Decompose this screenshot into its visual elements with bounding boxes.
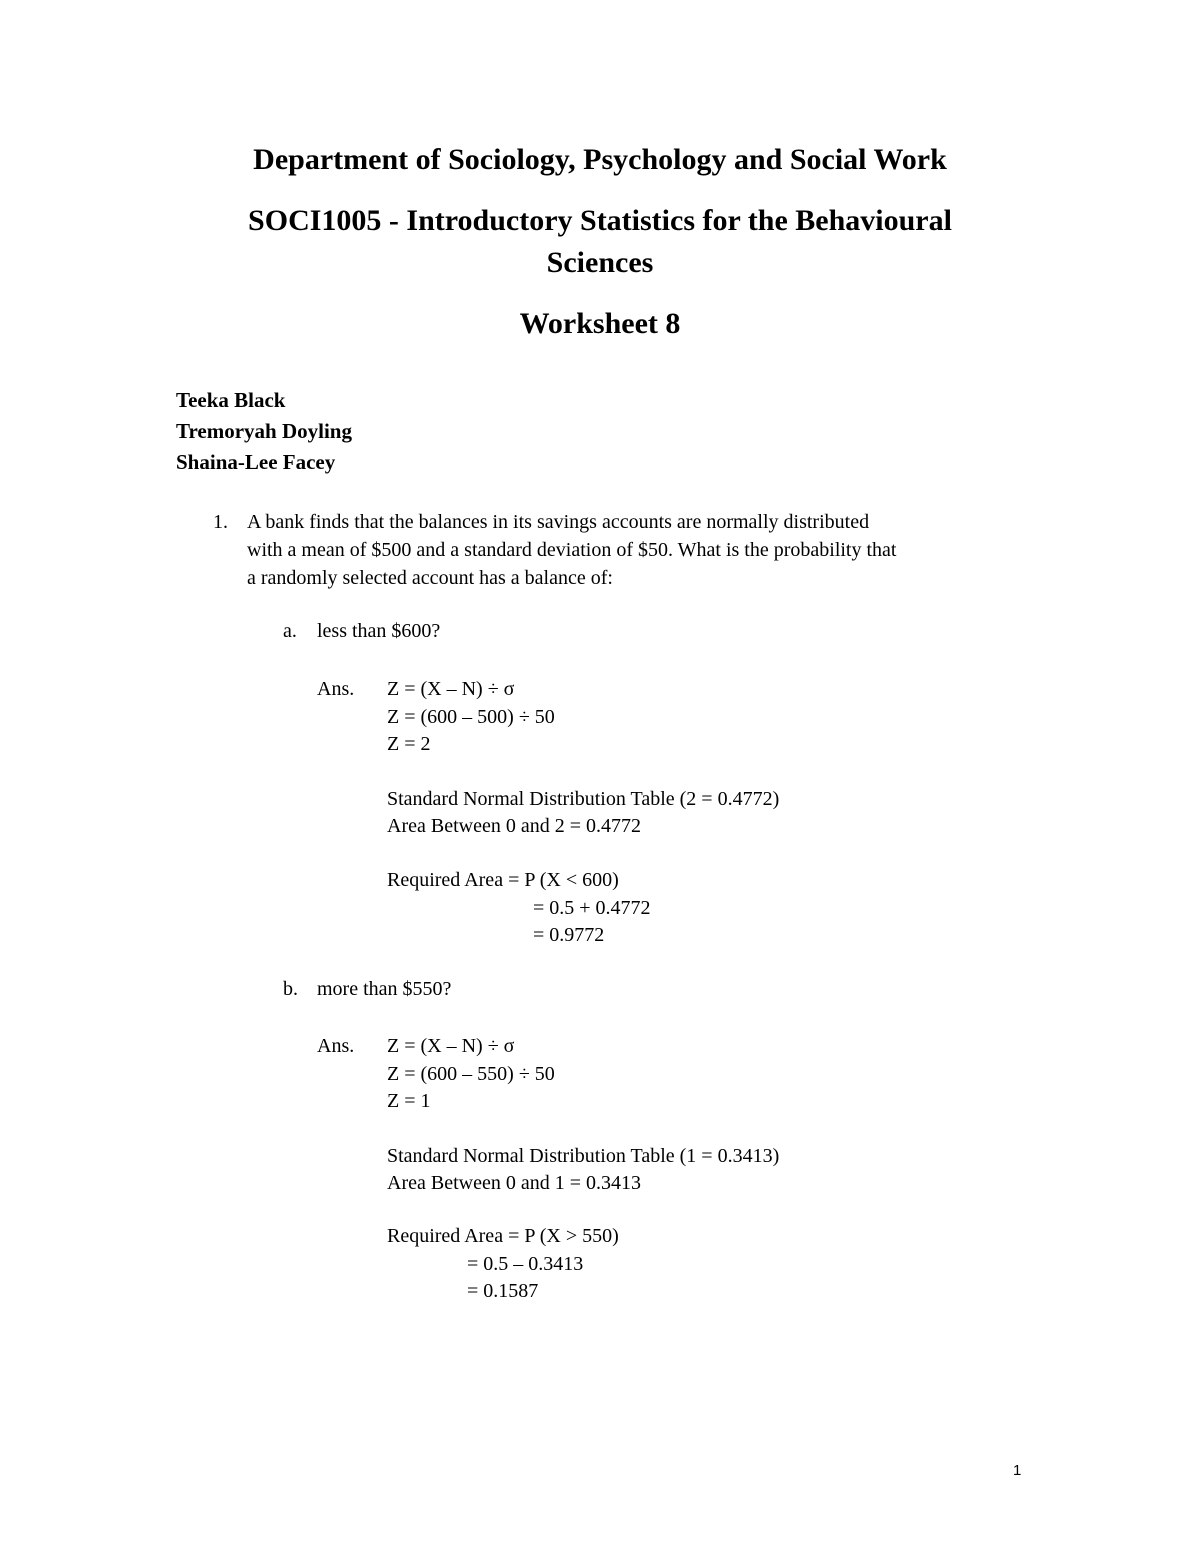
part-a-ans-label: Ans. [317,678,355,700]
department-heading: Department of Sociology, Psychology and Social Work [253,143,947,176]
part-b-question: more than $550? [317,978,452,1000]
formula-line: Z = (600 – 550) ÷ 50 [387,1063,555,1085]
part-b-ans-label: Ans. [317,1035,355,1057]
formula-line: Z = (X – N) ÷ σ [387,678,515,700]
formula-line: Z = 1 [387,1090,431,1112]
course-title-line2: Sciences [546,246,654,279]
page-number: 1 [1013,1462,1022,1479]
author-name: Shaina-Lee Facey [176,450,336,474]
question-number: 1. [213,511,228,533]
table-lookup-line: Area Between 0 and 2 = 0.4772 [387,815,641,837]
required-area-line: = 0.1587 [467,1280,539,1302]
formula-line: Z = (X – N) ÷ σ [387,1035,515,1057]
required-area-line: Required Area = P (X > 550) [387,1225,619,1247]
worksheet-title: Worksheet 8 [519,307,681,340]
course-title-line1: SOCI1005 - Introductory Statistics for the Behavioural [248,204,952,237]
question-text-line: a randomly selected account has a balance of: [247,567,613,589]
author-name: Teeka Black [176,388,286,412]
table-lookup-line: Area Between 0 and 1 = 0.3413 [387,1172,641,1194]
formula-line: Z = (600 – 500) ÷ 50 [387,706,555,728]
required-area-line: = 0.5 – 0.3413 [467,1253,584,1275]
required-area-line: Required Area = P (X < 600) [387,869,619,891]
part-a-letter: a. [283,620,297,642]
required-area-line: = 0.5 + 0.4772 [533,897,651,919]
part-b-letter: b. [283,978,298,1000]
required-area-line: = 0.9772 [533,924,605,946]
formula-line: Z = 2 [387,733,431,755]
table-lookup-line: Standard Normal Distribution Table (2 = 0.4772) [387,788,780,810]
question-text-line: A bank finds that the balances in its savings accounts are normally distributed [247,511,870,533]
author-name: Tremoryah Doyling [176,419,352,443]
question-text-line: with a mean of $500 and a standard deviation of $50. What is the probability that [247,539,897,561]
part-a-question: less than $600? [317,620,441,642]
table-lookup-line: Standard Normal Distribution Table (1 = 0.3413) [387,1145,780,1167]
